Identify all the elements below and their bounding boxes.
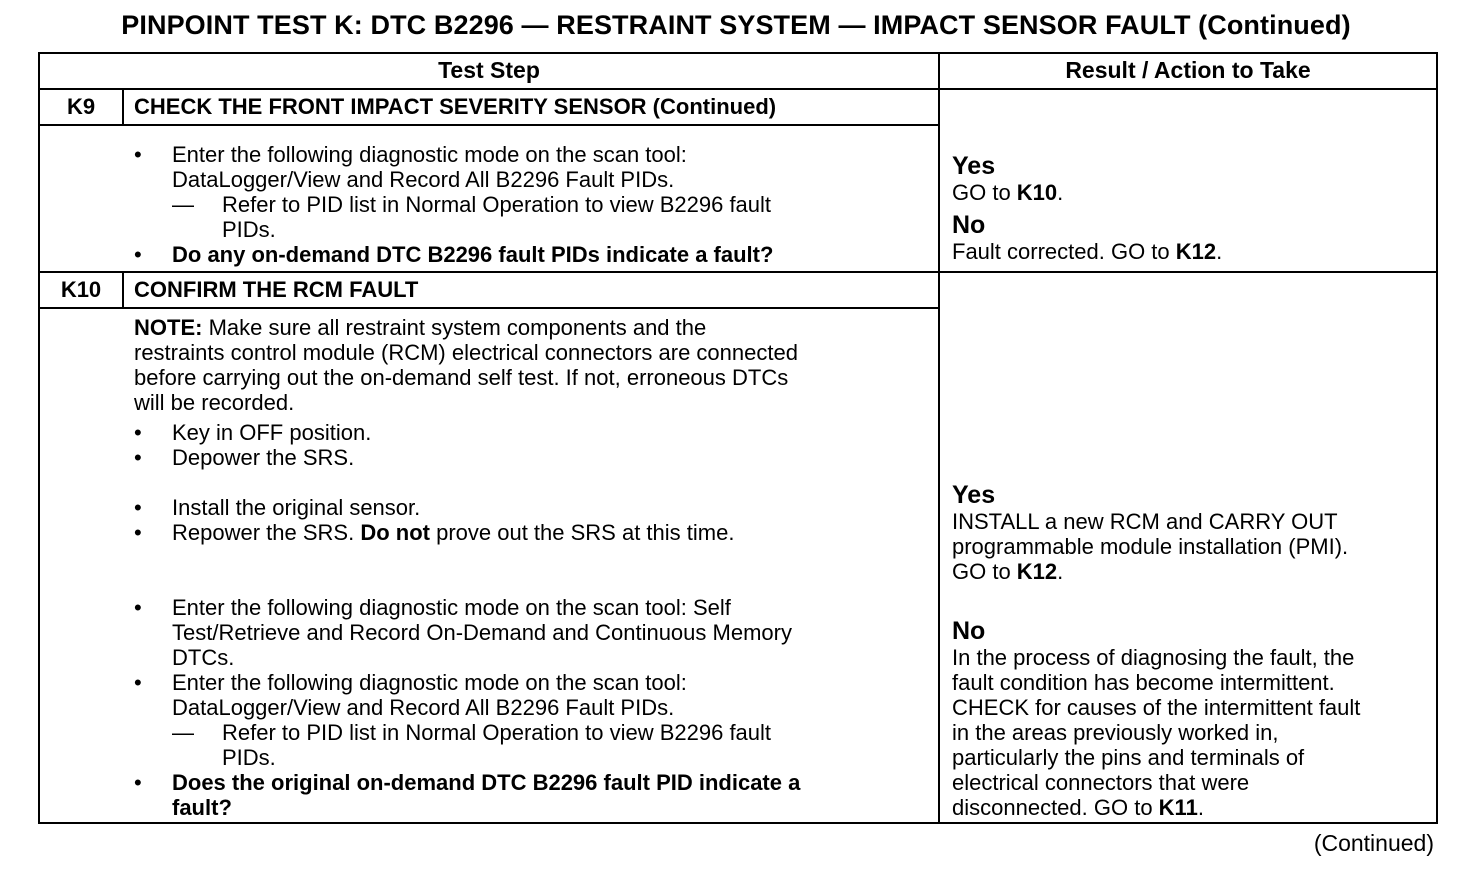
list-item: • Install the original sensor.: [134, 495, 421, 520]
bullet-marker: •: [134, 520, 142, 545]
list-item: [134, 192, 934, 242]
bullet-marker: •: [134, 595, 142, 620]
header-test-step: Test Step: [438, 57, 540, 83]
k10-instructions: [134, 315, 934, 820]
header-result: Result / Action to Take: [1065, 57, 1311, 83]
k10-no-label: No: [952, 617, 986, 645]
k9-no-action: Fault corrected. GO to K12.: [952, 239, 1223, 264]
list-item: • Repower the SRS. Do not prove out the SRS at this time.: [134, 520, 735, 545]
list-item: • Key in OFF position.: [134, 420, 372, 445]
page-title: PINPOINT TEST K: DTC B2296 — RESTRAINT SYSTEM — IMPACT SENSOR FAULT (Continued): [121, 10, 1351, 40]
column-divider: [938, 54, 940, 822]
bullet-marker: •: [134, 242, 142, 267]
k9-k10-divider: [40, 271, 1436, 273]
k10-heading-divider: [40, 307, 938, 309]
k10-result-yes: Yes INSTALL a new RCM and CARRY OUT programmable module installation (PMI). GO to K12.: [952, 481, 1432, 584]
list-item: [134, 242, 934, 267]
k9-yes-action: GO to K10.: [952, 180, 1064, 205]
continued-label: (Continued): [1313, 830, 1434, 856]
k9-result: [952, 152, 1432, 264]
k9-instructions: [134, 142, 934, 267]
k9-no-label: No: [952, 211, 986, 239]
k10-step-heading: CONFIRM THE RCM FAULT: [134, 277, 419, 302]
k9-sub-line2: PIDs.: [222, 217, 276, 242]
k9-number-divider: [122, 88, 124, 126]
bullet-marker: •: [134, 670, 142, 695]
k9-b1-line2: DataLogger/View and Record All B2296 Fault PIDs.: [172, 167, 675, 192]
bullet-marker: •: [134, 420, 142, 445]
list-item: • Depower the SRS.: [134, 445, 355, 470]
test-table: [38, 52, 1438, 824]
bullet-marker: •: [134, 770, 142, 795]
k9-yes-label: Yes: [952, 152, 996, 180]
k10-result-no: No In the process of diagnosing the fault, the fault condition has become intermittent. CHECK for causes of the intermittent fault in the areas previously worked in, particularly the pins and terminals of electrical connectors that were disconnected. GO to K11.: [952, 617, 1432, 820]
k9-question: Do any on-demand DTC B2296 fault PIDs indicate a fault?: [172, 242, 774, 267]
k9-step-heading: CHECK THE FRONT IMPACT SEVERITY SENSOR (Continued): [134, 94, 777, 119]
dash-marker: —: [172, 192, 194, 217]
list-item: [134, 142, 934, 192]
k9-sub-line1: Refer to PID list in Normal Operation to view B2296 fault: [222, 192, 772, 217]
k10-step-number: K10: [60, 277, 102, 302]
dash-marker: —: [172, 720, 194, 745]
k9-step-number: K9: [66, 94, 96, 119]
bullet-marker: •: [134, 142, 142, 167]
k9-b1-line1: Enter the following diagnostic mode on the scan tool:: [172, 142, 687, 167]
list-item: • Enter the following diagnostic mode on the scan tool: DataLogger/View and Record All B2296 Fault PIDs.: [134, 670, 687, 720]
bullet-marker: •: [134, 495, 142, 520]
bullet-marker: •: [134, 445, 142, 470]
header-divider: [40, 88, 1436, 90]
note-label: NOTE:: [134, 315, 203, 340]
list-item: — Refer to PID list in Normal Operation to view B2296 fault PIDs.: [172, 720, 772, 770]
list-item: • Does the original on-demand DTC B2296 fault PID indicate a fault?: [134, 770, 801, 820]
k10-yes-label: Yes: [952, 481, 996, 509]
k10-number-divider: [122, 271, 124, 309]
k9-heading-divider: [40, 124, 938, 126]
list-item: • Enter the following diagnostic mode on the scan tool: Self Test/Retrieve and Record On-Demand and Continuous Memory DTCs.: [134, 595, 792, 670]
k10-note: NOTE: Make sure all restraint system components and the restraints control module (RCM) electrical connectors are connected before carrying out the on-demand self test. If not, erroneous DTCs will be recorded.: [134, 315, 798, 415]
